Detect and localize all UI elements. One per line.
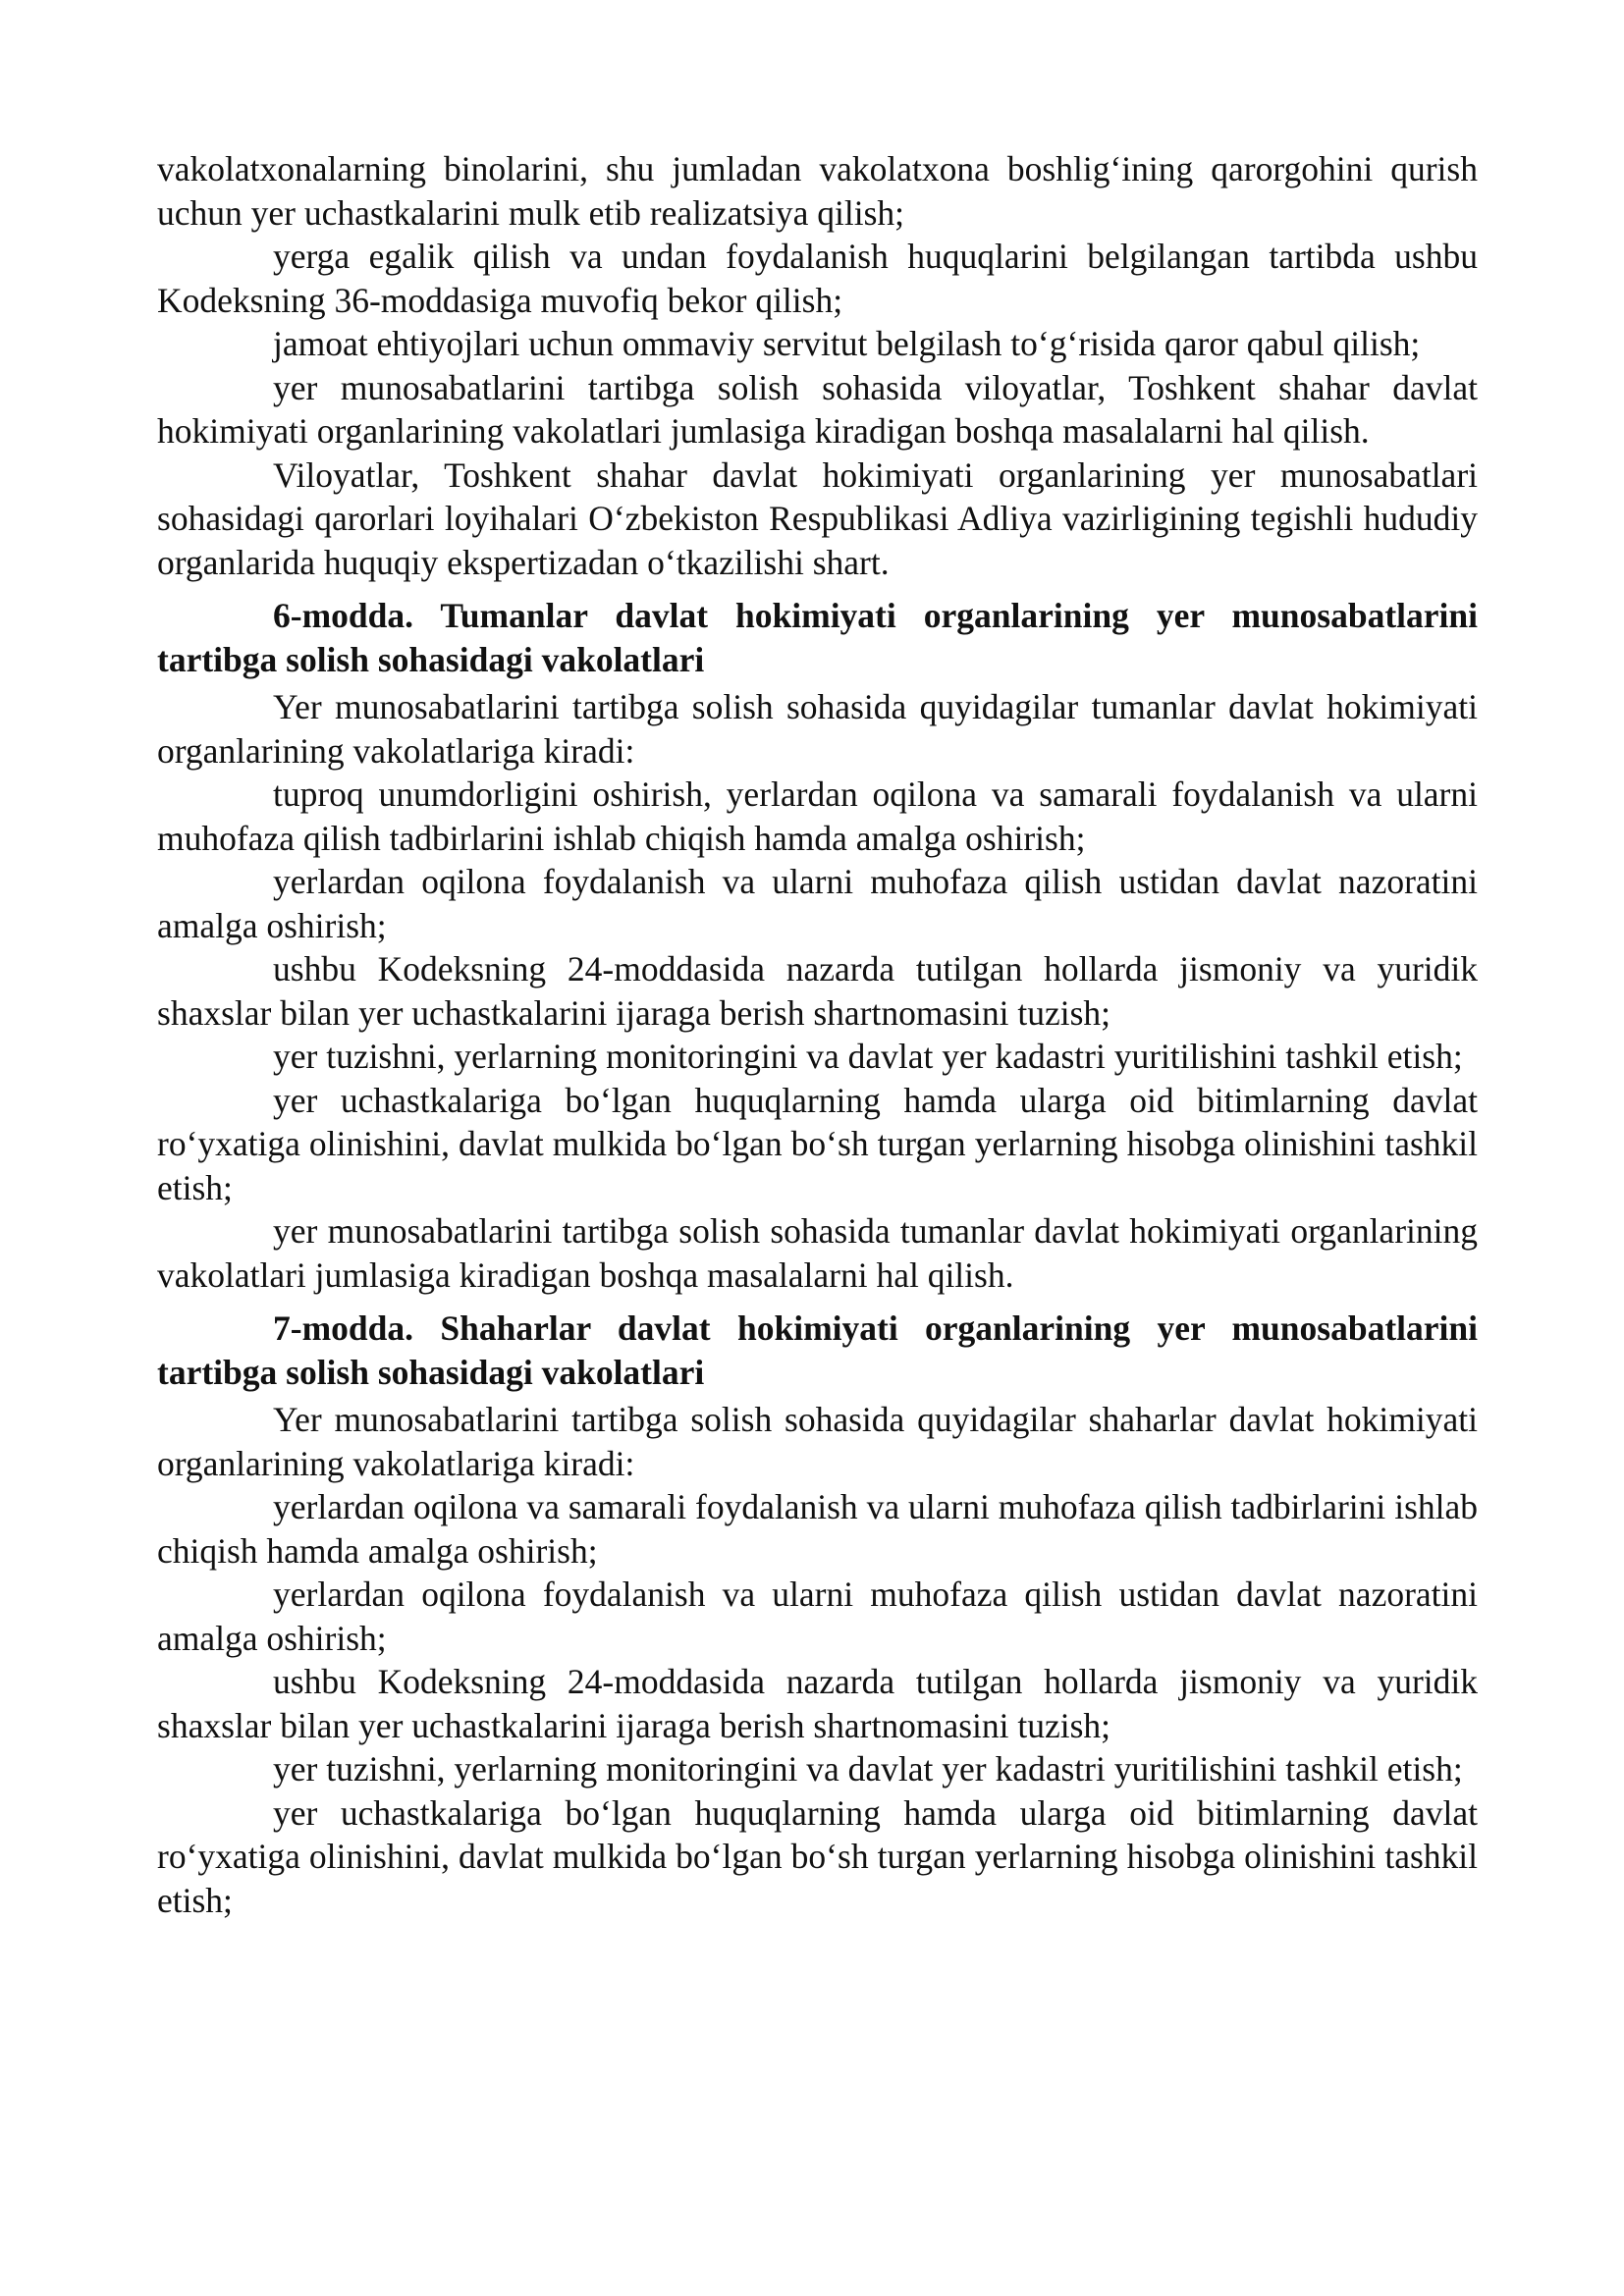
- document-page: [157, 147, 1478, 1922]
- paragraph: Yer munosabatlarini tartibga solish sohasida quyidagilar shaharlar davlat hokimiyati organlarining vakolatlariga kiradi:: [157, 1400, 1478, 1483]
- paragraph: vakolatxonalarning binolarini, shu jumladan vakolatxona boshlig‘ining qarorgohini qurish uchun yer uchastkalarini mulk etib realizatsiya qilish;: [157, 149, 1478, 233]
- paragraph: yer tuzishni, yerlarning monitoringini va davlat yer kadastri yuritilishini tashkil etish;: [273, 1749, 1463, 1789]
- paragraph: yer munosabatlarini tartibga solish sohasida viloyatlar, Toshkent shahar davlat hokimiyati organlarining vakolatlari jumlasiga kiradigan boshqa masalalarni hal qilish.: [157, 367, 1478, 451]
- paragraph: yerga egalik qilish va undan foydalanish huquqlarini belgilangan tartibda ushbu Kodeksning 36-moddasiga muvofiq bekor qilish;: [157, 237, 1478, 320]
- paragraph: yerlardan oqilona foydalanish va ularni muhofaza qilish ustidan davlat nazoratini amalga oshirish;: [157, 862, 1478, 945]
- paragraph: yerlardan oqilona foydalanish va ularni muhofaza qilish ustidan davlat nazoratini amalga oshirish;: [157, 1575, 1478, 1658]
- article-6-heading: 6-modda. Tumanlar davlat hokimiyati organlarining yer munosabatlarini tartibga solish sohasidagi vakolatlari: [157, 596, 1478, 679]
- paragraph: Yer munosabatlarini tartibga solish sohasida quyidagilar tumanlar davlat hokimiyati organlarining vakolatlariga kiradi:: [157, 687, 1478, 771]
- article-7-heading: 7-modda. Shaharlar davlat hokimiyati organlarining yer munosabatlarini tartibga solish sohasidagi vakolatlari: [157, 1308, 1478, 1392]
- paragraph: yer uchastkalariga bo‘lgan huquqlarning hamda ularga oid bitimlarning davlat ro‘yxatiga olinishini, davlat mulkida bo‘lgan bo‘sh turgan yerlarning hisobga olinishini tashkil etish;: [157, 1080, 1478, 1207]
- paragraph: ushbu Kodeksning 24-moddasida nazarda tutilgan hollarda jismoniy va yuridik shaxslar bilan yer uchastkalarini ijaraga berish shartnomasini tuzish;: [157, 1662, 1478, 1745]
- paragraph: Viloyatlar, Toshkent shahar davlat hokimiyati organlarining yer munosabatlari sohasidagi qarorlari loyihalari O‘zbekiston Respublikasi Adliya vazirligining tegishli hududiy organlarida huquqiy ekspertizadan o‘tkazilishi shart.: [157, 454, 1478, 582]
- paragraph: jamoat ehtiyojlari uchun ommaviy servitut belgilash to‘g‘risida qaror qabul qilish;: [273, 324, 1421, 363]
- paragraph: yer uchastkalariga bo‘lgan huquqlarning hamda ularga oid bitimlarning davlat ro‘yxatiga olinishini, davlat mulkida bo‘lgan bo‘sh turgan yerlarning hisobga olinishini tashkil etish;: [157, 1792, 1478, 1920]
- paragraph: yer munosabatlarini tartibga solish sohasida tumanlar davlat hokimiyati organlarining vakolatlari jumlasiga kiradigan boshqa masalalarni hal qilish.: [157, 1211, 1478, 1295]
- paragraph: yer tuzishni, yerlarning monitoringini va davlat yer kadastri yuritilishini tashkil etish;: [273, 1037, 1463, 1076]
- paragraph: tuproq unumdorligini oshirish, yerlardan oqilona va samarali foydalanish va ularni muhofaza qilish tadbirlarini ishlab chiqish hamda amalga oshirish;: [157, 774, 1478, 858]
- paragraph: ushbu Kodeksning 24-moddasida nazarda tutilgan hollarda jismoniy va yuridik shaxslar bilan yer uchastkalarini ijaraga berish shartnomasini tuzish;: [157, 949, 1478, 1033]
- paragraph: yerlardan oqilona va samarali foydalanish va ularni muhofaza qilish tadbirlarini ishlab chiqish hamda amalga oshirish;: [157, 1487, 1478, 1571]
